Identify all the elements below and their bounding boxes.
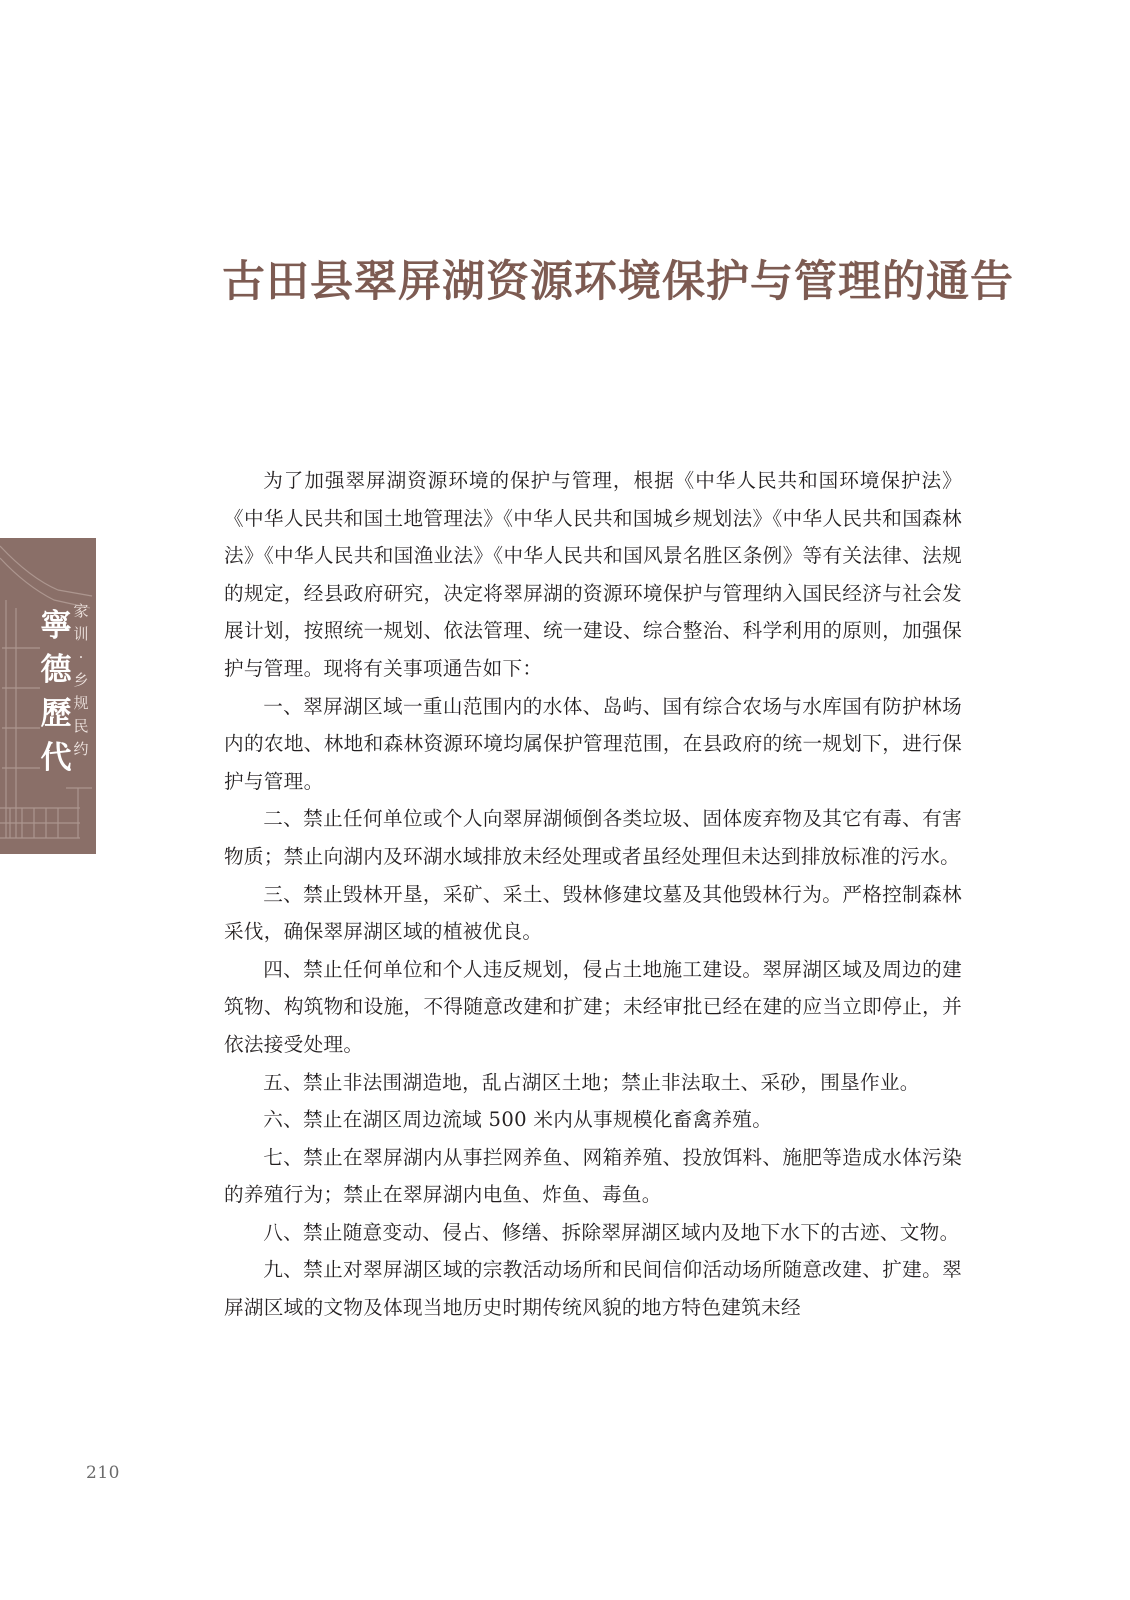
paragraph-preamble: 为了加强翠屏湖资源环境的保护与管理，根据《中华人民共和国环境保护法》《中华人民共和国土地管理法》《中华人民共和国城乡规划法》《中华人民共和国森林法》《中华人民共和国渔业法》《中华人民共和国风景名胜区条例》等有关法律、法规的规定，经县政府研究，决定将翠屏湖的资源环境保护与管理纳入国民经济与社会发展计划，按照统一规划、依法管理、统一建设、综合整治、科学利用的原则，加强保护与管理。现将有关事项通告如下： [224,469,962,680]
paragraph-item-7: 七、禁止在翠屏湖内从事拦网养鱼、网箱养殖、投放饵料、施肥等造成水体污染的养殖行为；禁止在翠屏湖内电鱼、炸鱼、毒鱼。 [224,1145,962,1207]
paragraph-item-2: 二、禁止任何单位或个人向翠屏湖倾倒各类垃圾、固体废弃物及其它有毒、有害物质；禁止向湖内及环湖水域排放未经处理或者虽经处理但未达到排放标准的污水。 [224,807,962,868]
page-number: 210 [86,1463,120,1483]
paragraph-item-3: 三、禁止毁林开垦，采矿、采土、毁林修建坟墓及其他毁林行为。严格控制森林采伐，确保翠屏湖区域的植被优良。 [224,882,962,944]
series-title: 寧德歷代 [40,608,72,776]
paragraph-item-6: 六、禁止在湖区周边流域 500 米内从事规模化畜禽养殖。 [263,1108,773,1132]
notice-body [224,462,962,1327]
paragraph-item-5: 五、禁止非法围湖造地，乱占湖区土地；禁止非法取土、采砂，围垦作业。 [263,1070,920,1094]
page-title: 古田县翠屏湖资源环境保护与管理的通告 [222,257,1014,307]
series-side-tab [0,538,96,854]
paragraph-item-8: 八、禁止随意变动、侵占、修缮、拆除翠屏湖区域内及地下水下的古迹、文物。 [263,1220,960,1244]
paragraph-item-9: 九、禁止对翠屏湖区域的宗教活动场所和民间信仰活动场所随意改建、扩建。翠屏湖区域的文物及体现当地历史时期传统风貌的地方特色建筑未经 [224,1258,962,1320]
paragraph-item-1: 一、翠屏湖区域一重山范围内的水体、岛屿、国有综合农场与水库国有防护林场内的农地、林地和森林资源环境均属保护管理范围，在县政府的统一规划下，进行保护与管理。 [224,694,962,793]
series-subtitle: 家训·乡规民约 [73,602,89,758]
paragraph-item-4: 四、禁止任何单位和个人违反规划，侵占土地施工建设。翠屏湖区域及周边的建筑物、构筑物和设施，不得随意改建和扩建；未经审批已经在建的应当立即停止，并依法接受处理。 [224,957,962,1056]
